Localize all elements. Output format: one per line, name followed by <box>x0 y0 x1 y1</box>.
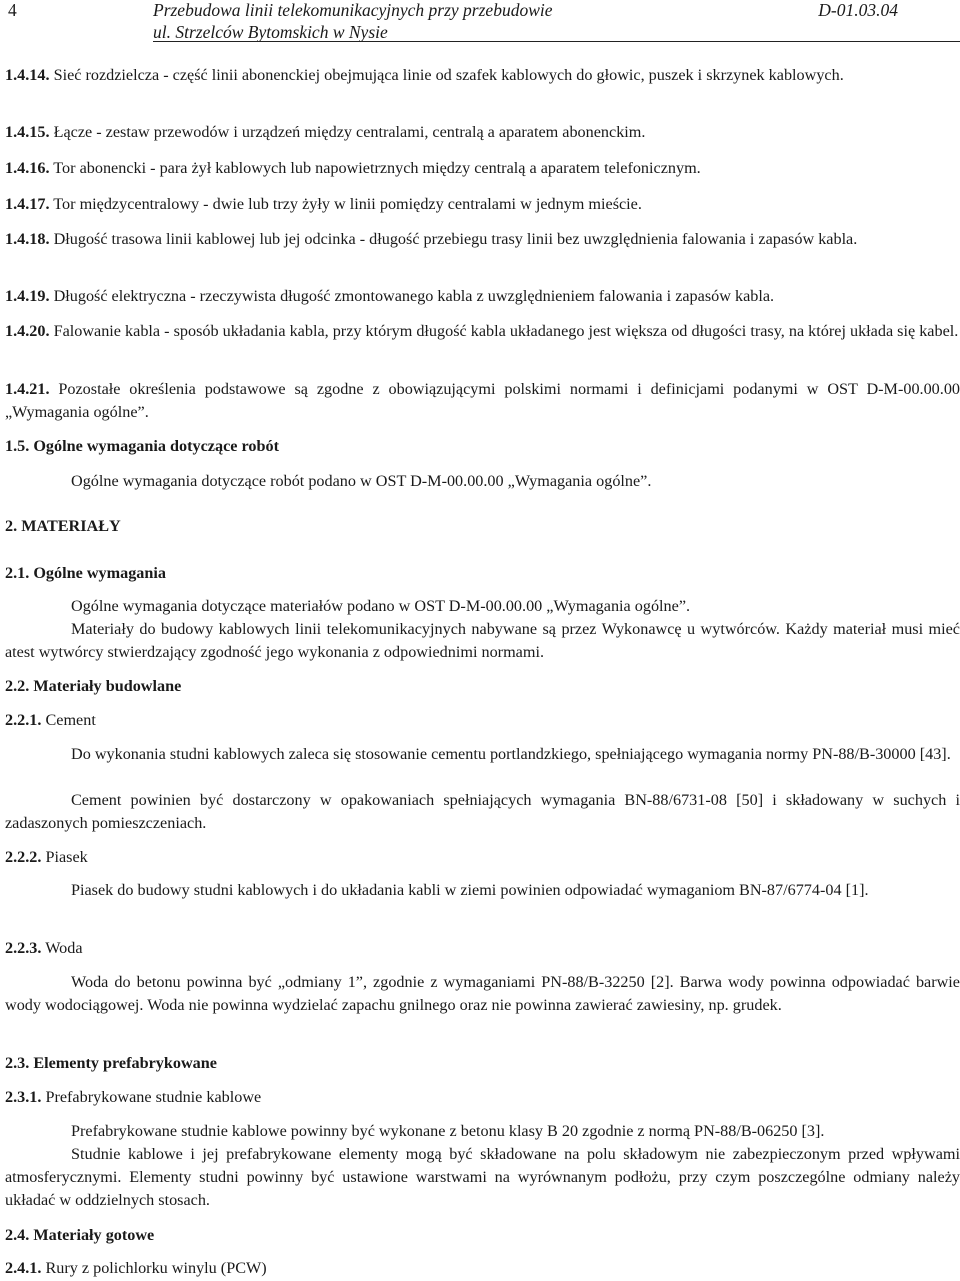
section-2-2-2-paragraph-1 <box>5 879 960 902</box>
definition-number: 1.4.20. <box>5 322 50 340</box>
section-heading-1-5: 1.5. Ogólne wymagania dotyczące robót <box>5 437 279 455</box>
section-heading-2-3: 2.3. Elementy prefabrykowane <box>5 1054 217 1072</box>
definition-number: 1.4.18. <box>5 230 50 248</box>
definition-1-4-17 <box>5 193 960 216</box>
definition-text: Długość trasowa linii kablowej lub jej odcinka - długość przebiegu trasy linii bez uwzględnienia falowania i zapasów kabla. <box>53 230 858 248</box>
definition-text: Falowanie kabla - sposób układania kabla, przy którym długość kabla układanego jest większa od długości trasy, na której układa się kabel. <box>53 322 959 340</box>
section-2-2-3-paragraph-1 <box>5 971 960 1017</box>
header-title-line2: ul. Strzelców Bytomskich w Nysie <box>153 22 388 42</box>
section-2-1-paragraph-2 <box>5 618 960 664</box>
section-heading-2: 2. MATERIAŁY <box>5 517 121 535</box>
section-heading-2-2: 2.2. Materiały budowlane <box>5 677 182 695</box>
definition-number: 1.4.14. <box>5 66 50 84</box>
section-number: 2.2.2. <box>5 848 42 866</box>
definition-number: 1.4.19. <box>5 287 50 305</box>
definition-text: Pozostałe określenia podstawowe są zgodne z obowiązującymi polskimi normami i definicjami podanymi w OST D-M-00.00.00 „Wymagania ogólne”. <box>5 380 960 421</box>
definition-number: 1.4.15. <box>5 123 50 141</box>
section-1-5-text: Ogólne wymagania dotyczące robót podano w OST D-M-00.00.00 „Wymagania ogólne”. <box>71 472 652 490</box>
paragraph-text: Do wykonania studni kablowych zaleca się stosowanie cementu portlandzkiego, spełniającego wymagania normy PN-88/B-30000 [43]. <box>71 745 951 763</box>
page-header <box>5 0 960 44</box>
spec-code: D-01.03.04 <box>818 0 898 20</box>
paragraph-text: Prefabrykowane studnie kablowe powinny być wykonane z betonu klasy B 20 zgodnie z normą PN-88/B-06250 [3]. <box>71 1122 825 1140</box>
definition-number: 1.4.17. <box>5 195 50 213</box>
paragraph-text: Cement powinien być dostarczony w opakowaniach spełniających wymagania BN-88/6731-08 [50] i składowany w suchych i zadaszonych pomieszczeniach. <box>5 791 960 832</box>
definition-1-4-15 <box>5 121 960 144</box>
section-title: Piasek <box>45 848 88 866</box>
definition-1-4-19 <box>5 285 960 308</box>
section-heading-2-4-1 <box>5 1257 267 1280</box>
section-2-3-1-paragraph-1 <box>5 1120 960 1143</box>
section-title: Cement <box>45 711 96 729</box>
section-2-1-paragraph-1: Ogólne wymagania dotyczące materiałów podano w OST D-M-00.00.00 „Wymagania ogólne”. <box>71 597 691 615</box>
definition-number: 1.4.21. <box>5 380 50 398</box>
paragraph-text: Materiały do budowy kablowych linii telekomunikacyjnych nabywane są przez Wykonawcę u wytwórców. Każdy materiał musi mieć atest wytwórcy stwierdzający zgodność jego wykonania z odpowiednimi normami. <box>5 620 960 661</box>
paragraph-text: Piasek do budowy studni kablowych i do układania kabli w ziemi powinien odpowiadać wymaganiom BN-87/6774-04 [1]. <box>71 881 869 899</box>
definition-text: Tor międzycentralowy - dwie lub trzy żyły w linii pomiędzy centralami w jednym mieście. <box>53 195 642 213</box>
section-number: 2.2.1. <box>5 711 42 729</box>
section-2-2-1-paragraph-2 <box>5 789 960 835</box>
definition-1-4-18 <box>5 228 960 251</box>
section-number: 2.3.1. <box>5 1088 42 1106</box>
section-title: Rury z polichlorku winylu (PCW) <box>45 1259 267 1277</box>
header-rule <box>153 41 960 42</box>
section-heading-2-1: 2.1. Ogólne wymagania <box>5 564 166 582</box>
page-number: 4 <box>8 0 17 20</box>
header-title-line1: Przebudowa linii telekomunikacyjnych przy przebudowie <box>153 0 553 20</box>
definition-1-4-14 <box>5 64 960 87</box>
definition-text: Łącze - zestaw przewodów i urządzeń między centralami, centralą a aparatem abonenckim. <box>53 123 646 141</box>
section-heading-2-2-2 <box>5 846 88 869</box>
section-heading-2-2-3 <box>5 937 83 960</box>
definition-1-4-16 <box>5 157 960 180</box>
definition-1-4-20 <box>5 320 960 343</box>
section-number: 2.2.3. <box>5 939 42 957</box>
section-heading-2-4: 2.4. Materiały gotowe <box>5 1226 155 1244</box>
paragraph-text: Studnie kablowe i jej prefabrykowane elementy mogą być składowane na polu składowym nie zabezpieczonym przed wpływami atmosferycznymi. Elementy studni powinny być ustawione warstwami na wyrównanym podłożu, przy czym poszczególne odmiany należy układać w oddzielnych stosach. <box>5 1145 960 1209</box>
definition-text: Tor abonencki - para żył kablowych lub napowietrznych między centralą a aparatem telefonicznym. <box>53 159 701 177</box>
section-number: 2.4.1. <box>5 1259 42 1277</box>
section-2-3-1-paragraph-2 <box>5 1143 960 1212</box>
paragraph-text: Woda do betonu powinna być „odmiany 1”, zgodnie z wymaganiami PN-88/B-32250 [2]. Barwa wody powinna odpowiadać barwie wody wodociągowej. Woda nie powinna wydzielać zapachu gnilnego oraz nie powinna zawierać zawiesiny, np. grudek. <box>5 973 960 1014</box>
definition-number: 1.4.16. <box>5 159 50 177</box>
definition-text: Sieć rozdzielcza - część linii abonenckiej obejmująca linie od szafek kablowych do głowic, puszek i skrzynek kablowych. <box>53 66 844 84</box>
section-title: Woda <box>45 939 83 957</box>
section-heading-2-2-1 <box>5 709 96 732</box>
section-2-2-1-paragraph-1 <box>5 743 960 766</box>
definition-1-4-21 <box>5 378 960 424</box>
section-heading-2-3-1 <box>5 1086 261 1109</box>
section-title: Prefabrykowane studnie kablowe <box>45 1088 262 1106</box>
definition-text: Długość elektryczna - rzeczywista długość zmontowanego kabla z uwzględnieniem falowania i zapasów kabla. <box>53 287 775 305</box>
